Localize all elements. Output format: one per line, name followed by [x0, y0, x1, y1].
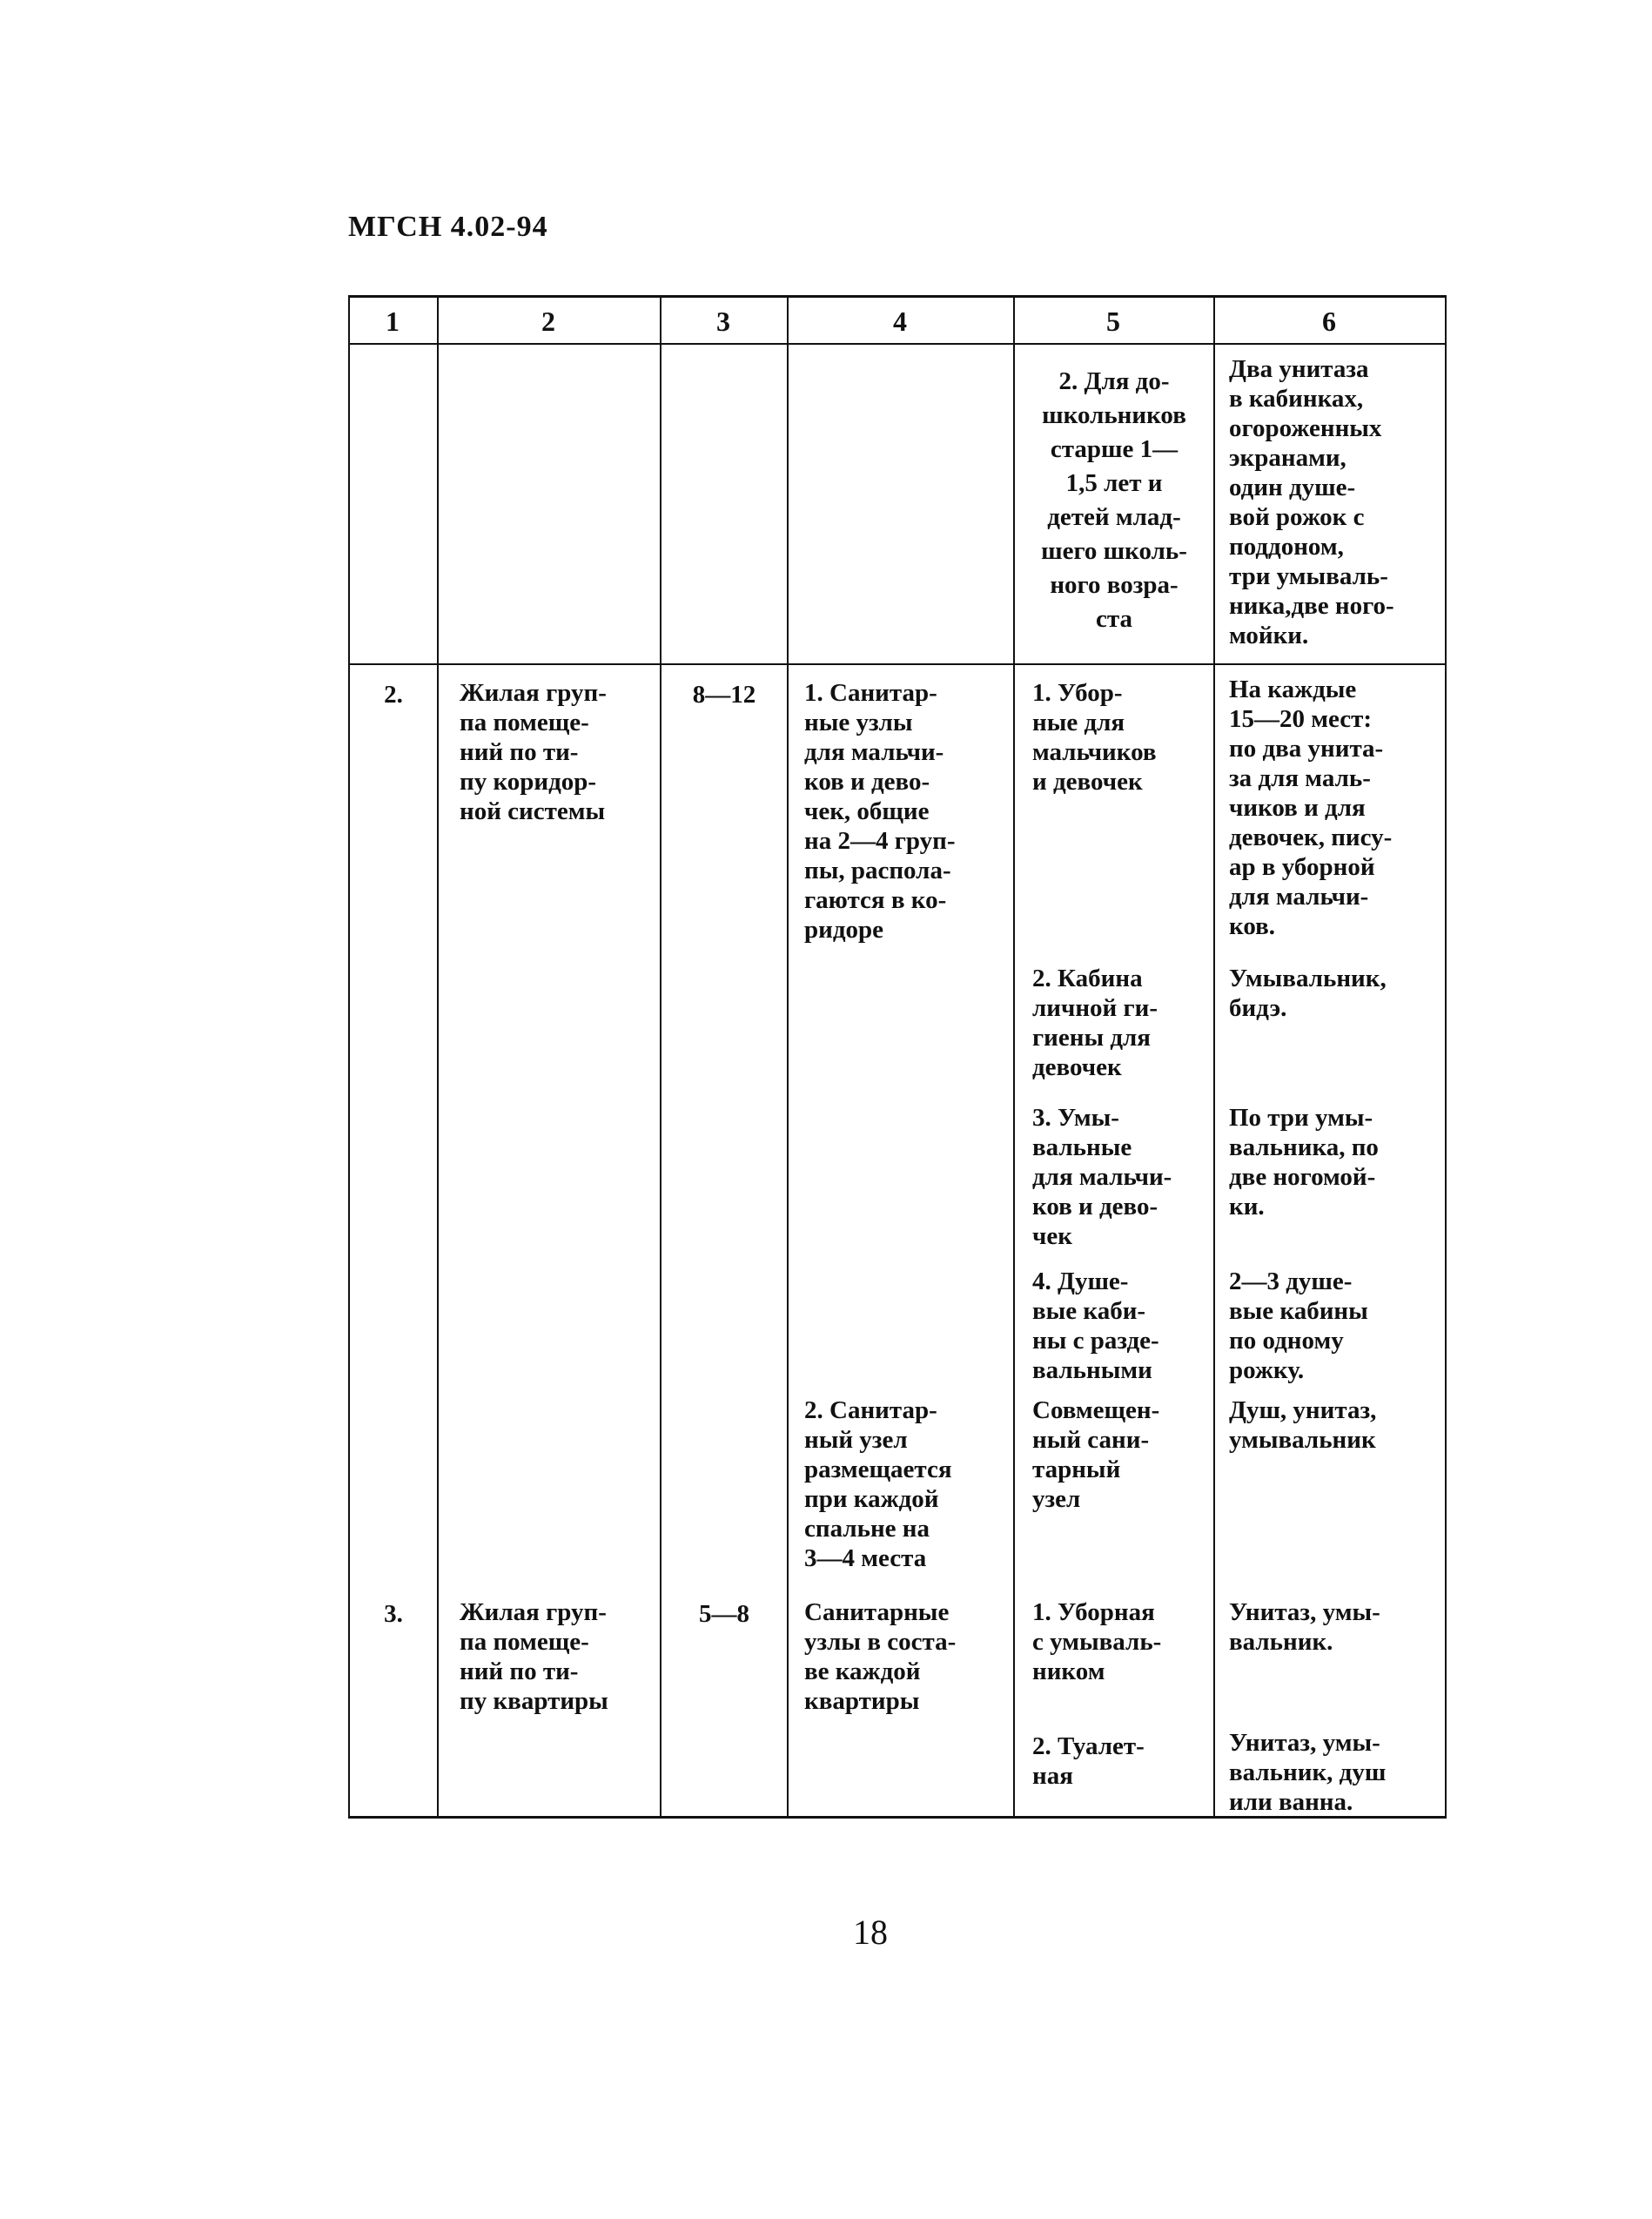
column-header-2: 2: [541, 306, 555, 337]
column-divider: [1013, 295, 1015, 1819]
page-number: 18: [853, 1913, 888, 1952]
table-cell-col6: Умывальник, бидэ.: [1229, 965, 1387, 1022]
column-divider: [787, 295, 789, 1819]
column-header-6: 6: [1322, 306, 1336, 337]
table-cell-col4: 2. Санитар- ный узел размещается при каждой спальне на 3—4 места: [804, 1396, 952, 1572]
sanitary-facilities-table: [348, 295, 1447, 1819]
column-divider: [1213, 295, 1215, 1819]
row-separator: [348, 663, 1447, 665]
table-cell-col5: 1. Уборная с умываль- ником: [1032, 1598, 1162, 1685]
table-cell-col5: 1. Убор- ные для мальчиков и девочек: [1032, 679, 1157, 796]
column-header-1: 1: [386, 306, 400, 337]
column-header-5: 5: [1106, 306, 1120, 337]
table-cell-col5: 2. Для до- школьников старше 1— 1,5 лет и детей млад- шего школь- ного возра- ста: [1041, 367, 1187, 633]
column-divider: [437, 295, 439, 1819]
table-cell-col5: 2. Туалет- ная: [1032, 1732, 1145, 1790]
document-code: МГСН 4.02-94: [348, 211, 548, 243]
table-cell-col6: Два унитаза в кабинках, огороженных экранами, один душе- вой рожок с поддоном, три умываль- ника,две ного- мойки.: [1229, 355, 1394, 649]
table-cell-col4: Санитарные узлы в соста- ве каждой квартиры: [804, 1598, 957, 1715]
table-cell-col1: 3.: [384, 1600, 403, 1628]
table-cell-col2: Жилая груп- па помеще- ний по ти- пу коридор- ной системы: [460, 679, 607, 825]
table-cell-col3: 8—12: [692, 681, 756, 709]
column-divider: [348, 295, 350, 1819]
table-cell-col6: На каждые 15—20 мест: по два унита- за для маль- чиков и для девочек, пису- ар в уборной для мальчи- ков.: [1229, 676, 1393, 940]
table-cell-col6: 2—3 душе- вые кабины по одному рожку.: [1229, 1268, 1368, 1384]
table-cell-col4: 1. Санитар- ные узлы для мальчи- ков и дево- чек, общие на 2—4 груп- пы, распола- гаются в ко- ридоре: [804, 679, 956, 944]
table-cell-col2: Жилая груп- па помеще- ний по ти- пу квартиры: [460, 1598, 608, 1715]
column-divider: [1445, 295, 1447, 1819]
table-cell-col6: Унитаз, умы- вальник, душ или ванна.: [1229, 1729, 1387, 1816]
column-header-4: 4: [893, 306, 907, 337]
column-divider: [660, 295, 661, 1819]
column-header-3: 3: [716, 306, 730, 337]
table-cell-col6: Душ, унитаз, умывальник: [1229, 1396, 1377, 1454]
table-cell-col1: 2.: [384, 681, 403, 709]
table-cell-col5: 4. Душе- вые каби- ны с разде- вальными: [1032, 1268, 1159, 1384]
table-cell-col6: Унитаз, умы- вальник.: [1229, 1598, 1380, 1656]
table-cell-col3: 5—8: [699, 1600, 749, 1628]
table-top-border: [348, 295, 1447, 298]
table-cell-col5: Совмещен- ный сани- тарный узел: [1032, 1396, 1160, 1513]
table-cell-col6: По три умы- вальника, по две ногомой- ки.: [1229, 1104, 1379, 1220]
header-bottom-border: [348, 343, 1447, 345]
table-cell-col5: 2. Кабина личной ги- гиены для девочек: [1032, 965, 1158, 1081]
table-cell-col5: 3. Умы- вальные для мальчи- ков и дево- чек: [1032, 1104, 1172, 1250]
